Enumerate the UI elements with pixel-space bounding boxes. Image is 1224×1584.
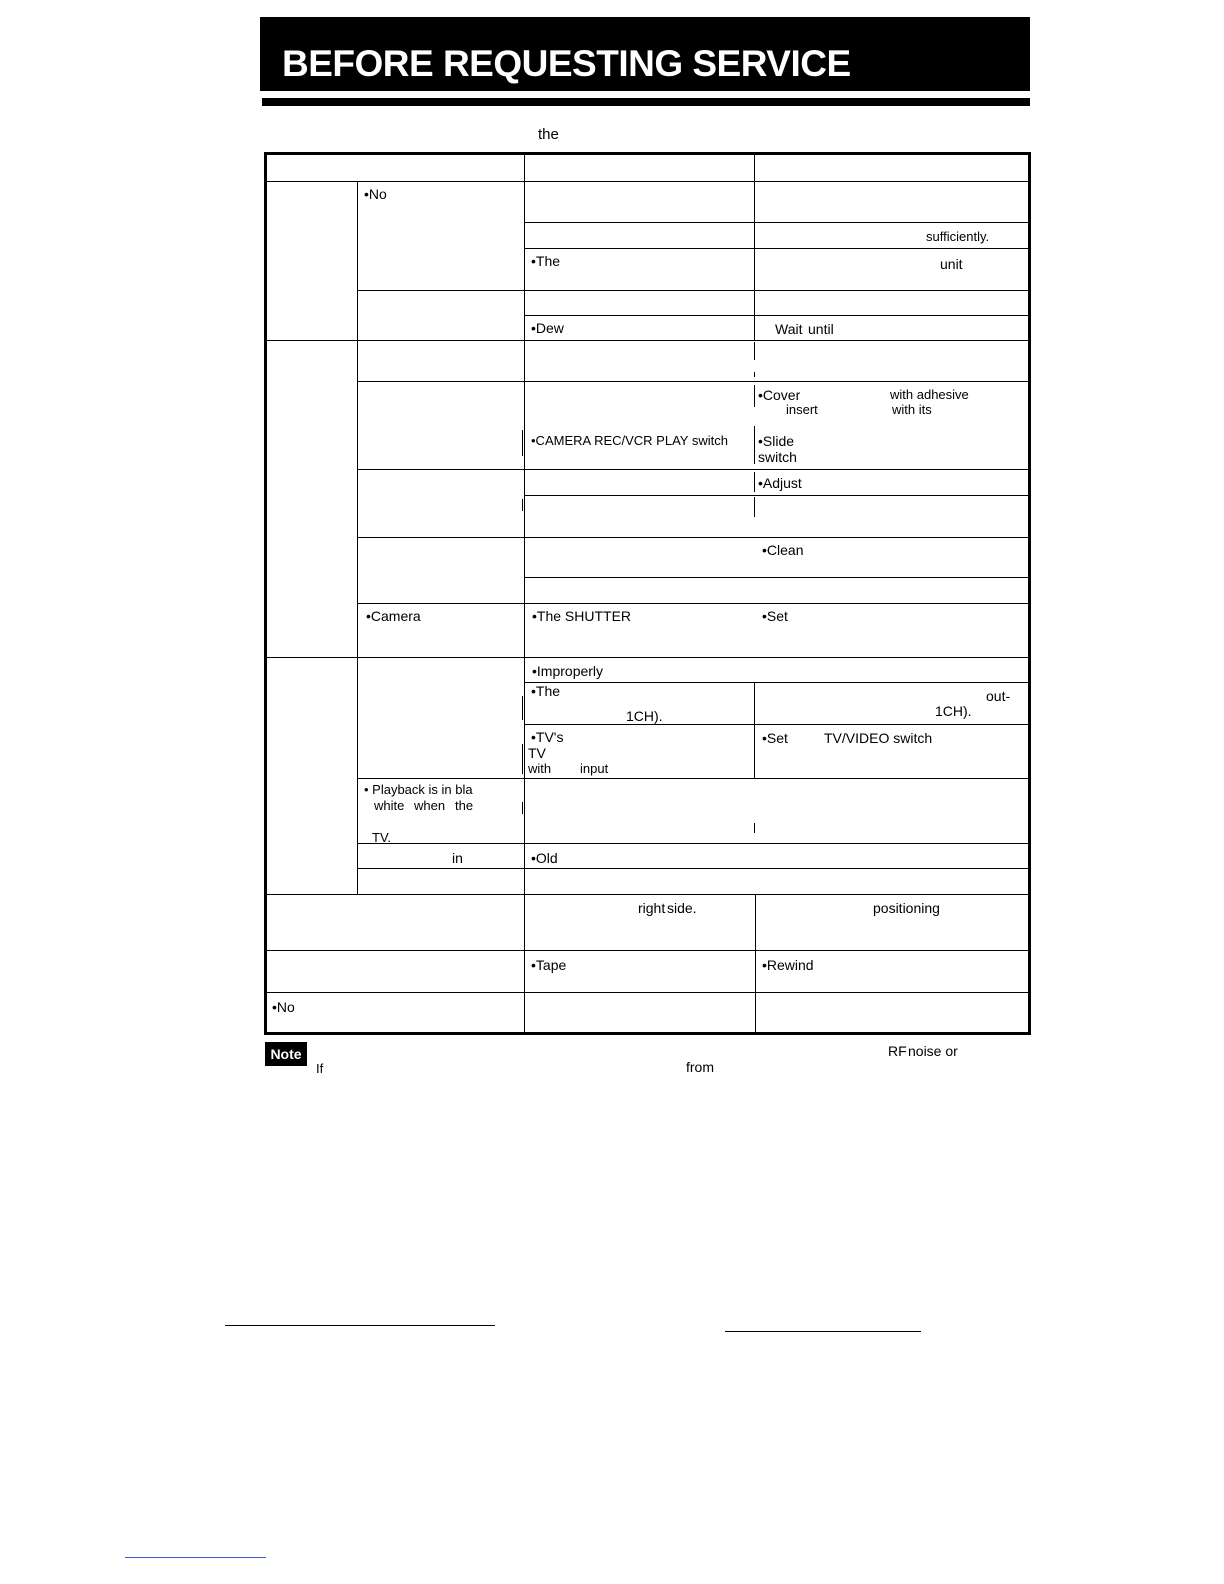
tick-mark: [522, 499, 523, 511]
col-line-remedy-b: [754, 682, 755, 778]
cell-text: insert: [786, 402, 818, 417]
cell-text: until: [808, 321, 834, 337]
note-text: If: [316, 1061, 324, 1076]
tick-mark: [754, 385, 755, 407]
cell-text: •Cover: [758, 387, 801, 403]
cell-text: TV.: [372, 830, 392, 845]
row-line: [357, 868, 1028, 869]
cell-text: sufficiently.: [926, 229, 990, 244]
page-header-bar: [260, 17, 1030, 91]
tick-mark: [754, 372, 755, 377]
cell-text: •Set: [762, 730, 788, 746]
cell-text: •Tape: [531, 957, 567, 973]
row-line: [524, 495, 1028, 496]
tick-mark: [754, 292, 755, 308]
table-border-right: [1028, 152, 1031, 1035]
tick-mark: [754, 497, 755, 517]
cell-text: • Playback is in bla: [364, 782, 473, 797]
tick-mark: [357, 781, 358, 799]
cell-text: •Slide: [758, 433, 795, 449]
cell-text: •CAMERA REC/VCR PLAY switch: [531, 433, 728, 448]
table-border-bottom: [264, 1032, 1031, 1035]
cell-text: in: [452, 850, 463, 866]
col-line-cause: [524, 155, 525, 1032]
row-line: [267, 181, 1028, 182]
cell-text: input: [580, 761, 609, 776]
intro-text: the: [538, 126, 559, 143]
cell-text: switch: [758, 449, 797, 465]
cell-text: •Adjust: [758, 475, 802, 491]
cell-text: •Camera: [366, 608, 421, 624]
row-line: [357, 381, 1028, 382]
page-title: BEFORE REQUESTING SERVICE: [282, 43, 851, 84]
cell-text: white: [374, 798, 405, 813]
cell-text: with its: [892, 402, 932, 417]
cell-text: TV/VIDEO switch: [824, 730, 933, 746]
row-line: [524, 248, 1028, 249]
cell-text: •TV's: [531, 729, 564, 745]
row-line: [357, 778, 1028, 779]
cell-text: when: [414, 798, 446, 813]
cell-text: •Clean: [762, 542, 804, 558]
row-line: [357, 843, 1028, 844]
tick-mark: [522, 696, 523, 720]
cell-text: 1CH).: [935, 703, 972, 719]
row-line: [357, 537, 1028, 538]
cell-text: the: [455, 798, 474, 813]
cell-text: •Rewind: [762, 957, 814, 973]
note-badge: Note: [265, 1042, 307, 1066]
header-rule: [262, 98, 1030, 106]
tick-mark: [754, 342, 755, 360]
tick-mark: [522, 802, 523, 814]
row-line: [267, 992, 1028, 993]
note-text: noise or: [908, 1043, 958, 1059]
cell-text: TV: [528, 745, 546, 761]
tick-mark: [522, 430, 523, 456]
footer-rule: [125, 1557, 266, 1558]
row-line: [267, 340, 1028, 341]
cell-text: unit: [940, 256, 963, 272]
row-line: [524, 682, 1028, 683]
cell-text: with: [528, 761, 552, 776]
cell-text: •Set: [762, 608, 788, 624]
row-line: [524, 222, 1028, 223]
tick-mark: [754, 472, 755, 492]
cell-text: •The: [531, 253, 561, 269]
row-line: [267, 894, 1028, 895]
note-text: from: [686, 1059, 714, 1075]
cell-text: with adhesive: [890, 387, 969, 402]
table-border-top: [264, 152, 1031, 155]
cell-text: •No: [364, 186, 387, 202]
col-line-remedy-c: [755, 895, 756, 1032]
row-line: [357, 603, 1028, 604]
cell-text: •Dew: [531, 320, 564, 336]
cell-text: right: [638, 900, 666, 916]
tick-mark: [754, 823, 755, 833]
footer-rule: [225, 1325, 495, 1326]
cell-text: •Old: [531, 850, 558, 866]
footer-rule: [725, 1331, 921, 1332]
cell-text: positioning: [873, 900, 940, 916]
row-line: [267, 657, 1028, 658]
cell-text: •Improperly: [532, 663, 604, 679]
row-line: [357, 290, 1028, 291]
note-text: RF: [888, 1043, 907, 1059]
cell-text: side.: [667, 900, 697, 916]
row-line: [524, 724, 1028, 725]
cell-text: •The SHUTTER: [532, 608, 632, 624]
cell-text: •The: [531, 683, 561, 699]
row-line: [524, 315, 1028, 316]
row-line: [357, 469, 1028, 470]
tick-mark: [1030, 1026, 1031, 1034]
cell-text: •No: [272, 999, 295, 1015]
cell-text: out-: [986, 688, 1011, 704]
tick-mark: [522, 744, 523, 774]
row-line: [267, 950, 1028, 951]
cell-text: 1CH).: [626, 708, 663, 724]
table-border-left: [264, 152, 267, 1035]
tick-mark: [754, 426, 755, 464]
row-line: [524, 577, 1028, 578]
tick-mark: [357, 815, 358, 841]
cell-text: Wait: [775, 321, 803, 337]
